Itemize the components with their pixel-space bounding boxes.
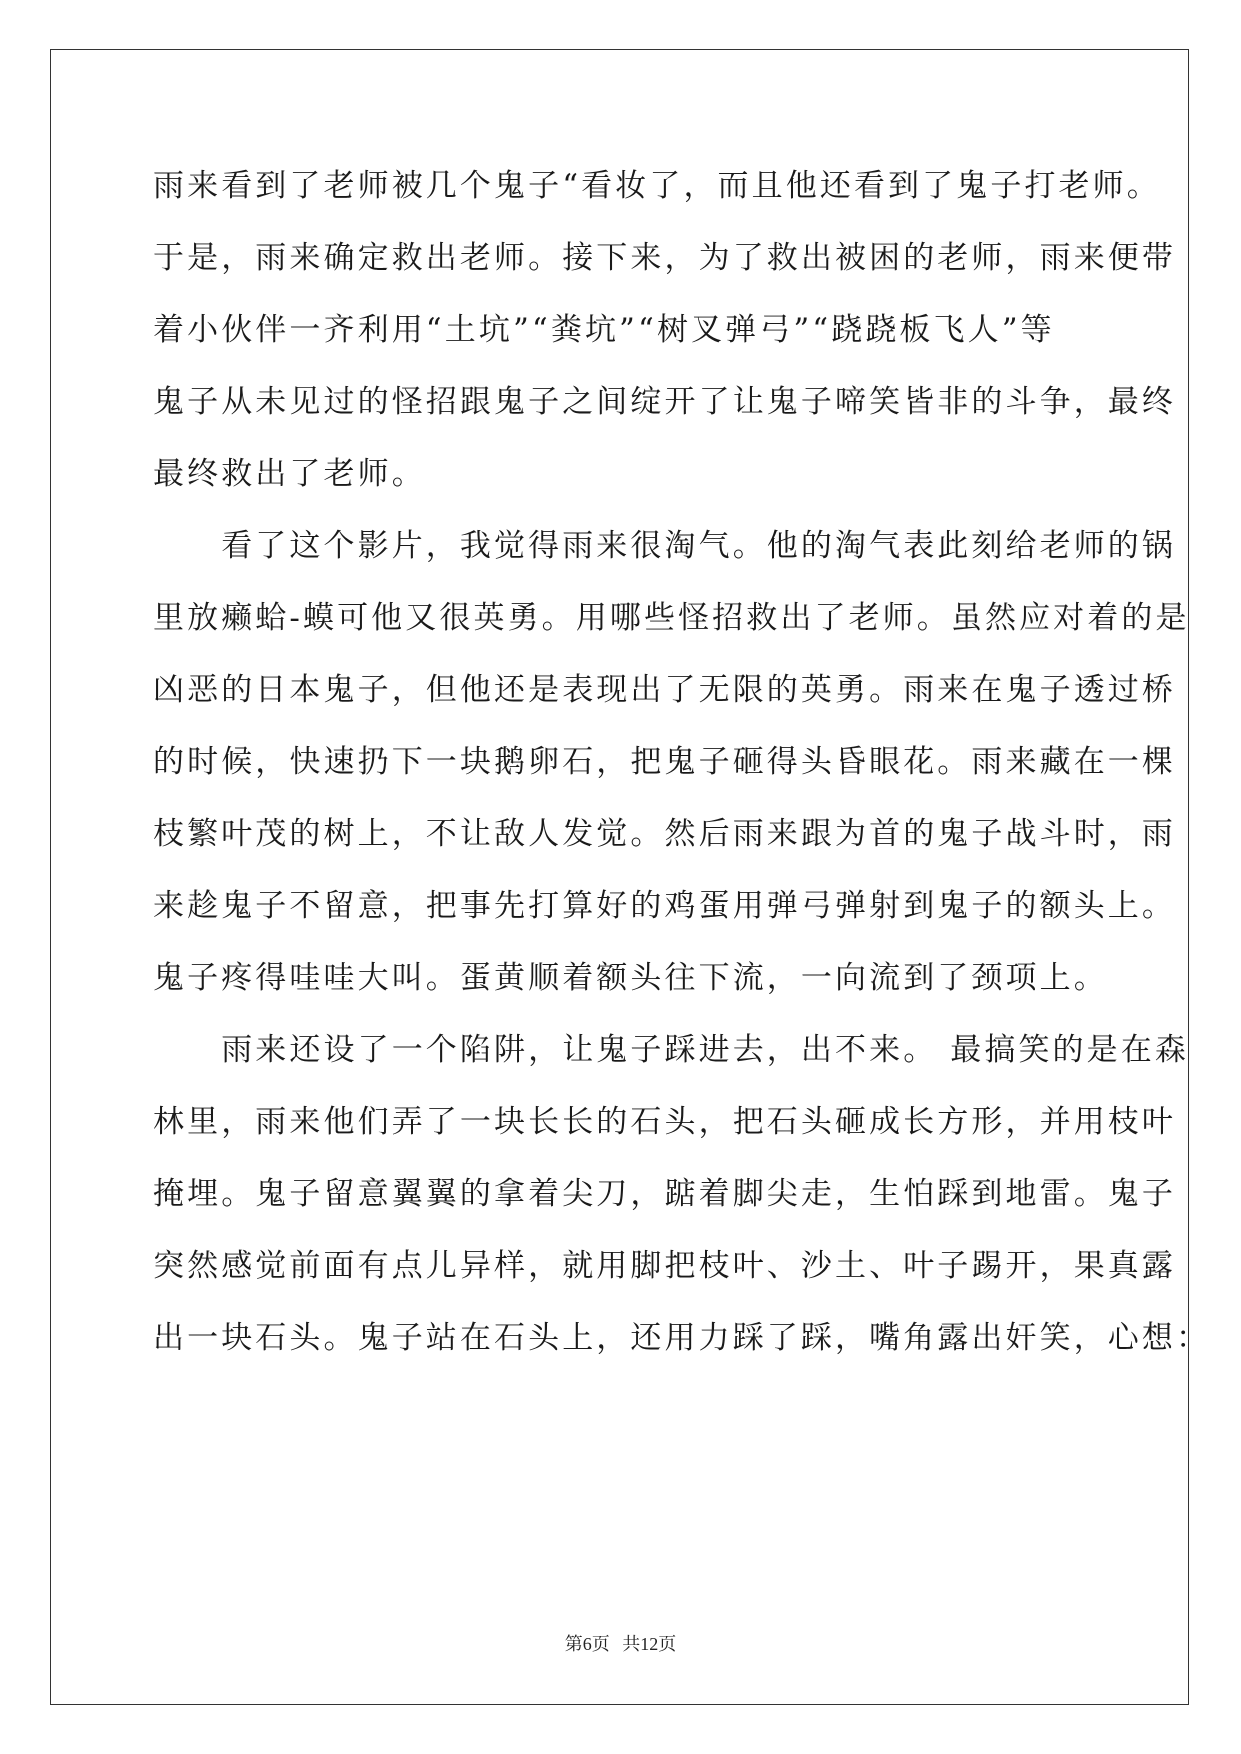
text-line: 的时候，快速扔下一块鹅卵石，把鬼子砸得头昏眼花。雨来藏在一棵 [153, 744, 1176, 780]
text-line: 鬼子疼得哇哇大叫。蛋黄顺着额头往下流，一向流到了颈项上。 [153, 960, 1108, 996]
text-line: 枝繁叶茂的树上，不让敌人发觉。然后雨来跟为首的鬼子战斗时，雨 [153, 816, 1176, 852]
text-line: 鬼子从未见过的怪招跟鬼子之间绽开了让鬼子啼笑皆非的斗争，最终 [153, 384, 1176, 420]
text-line: 凶恶的日本鬼子，但他还是表现出了无限的英勇。雨来在鬼子透过桥 [153, 672, 1176, 708]
page-number: 第6页 [564, 1634, 610, 1654]
text-line: 里放癞蛤-蟆可他又很英勇。用哪些怪招救出了老师。虽然应对着的是 [153, 600, 1190, 636]
text-line: 林里，雨来他们弄了一块长长的石头，把石头砸成长方形，并用枝叶 [153, 1104, 1176, 1140]
text-line: 来趁鬼子不留意，把事先打算好的鸡蛋用弹弓弹射到鬼子的额头上。 [153, 888, 1176, 924]
text-line: 掩埋。鬼子留意翼翼的拿着尖刀，踮着脚尖走，生怕踩到地雷。鬼子 [153, 1176, 1176, 1212]
page-footer [0, 1630, 1241, 1656]
text-line: 出一块石头。鬼子站在石头上，还用力踩了踩，嘴角露出奸笑，心想： [153, 1320, 1211, 1356]
text-line: 突然感觉前面有点儿异样，就用脚把枝叶、沙土、叶子踢开，果真露 [153, 1248, 1176, 1284]
text-line: 雨来看到了老师被几个鬼子“看妆了，而且他还看到了鬼子打老师。 [153, 168, 1161, 204]
text-line: 雨来还设了一个陷阱，让鬼子踩进去，出不来。 最搞笑的是在森 [153, 1032, 1189, 1068]
text-line: 看了这个影片，我觉得雨来很淘气。他的淘气表此刻给老师的锅 [153, 528, 1176, 564]
text-line: 最终救出了老师。 [153, 456, 426, 492]
text-line: 着小伙伴一齐利用“土坑”“粪坑”“树叉弹弓”“跷跷板飞人”等 [153, 312, 1055, 348]
page-total: 共12页 [622, 1634, 677, 1654]
text-line: 于是，雨来确定救出老师。接下来，为了救出被困的老师，雨来便带 [153, 240, 1176, 276]
document-body [153, 150, 1211, 1374]
